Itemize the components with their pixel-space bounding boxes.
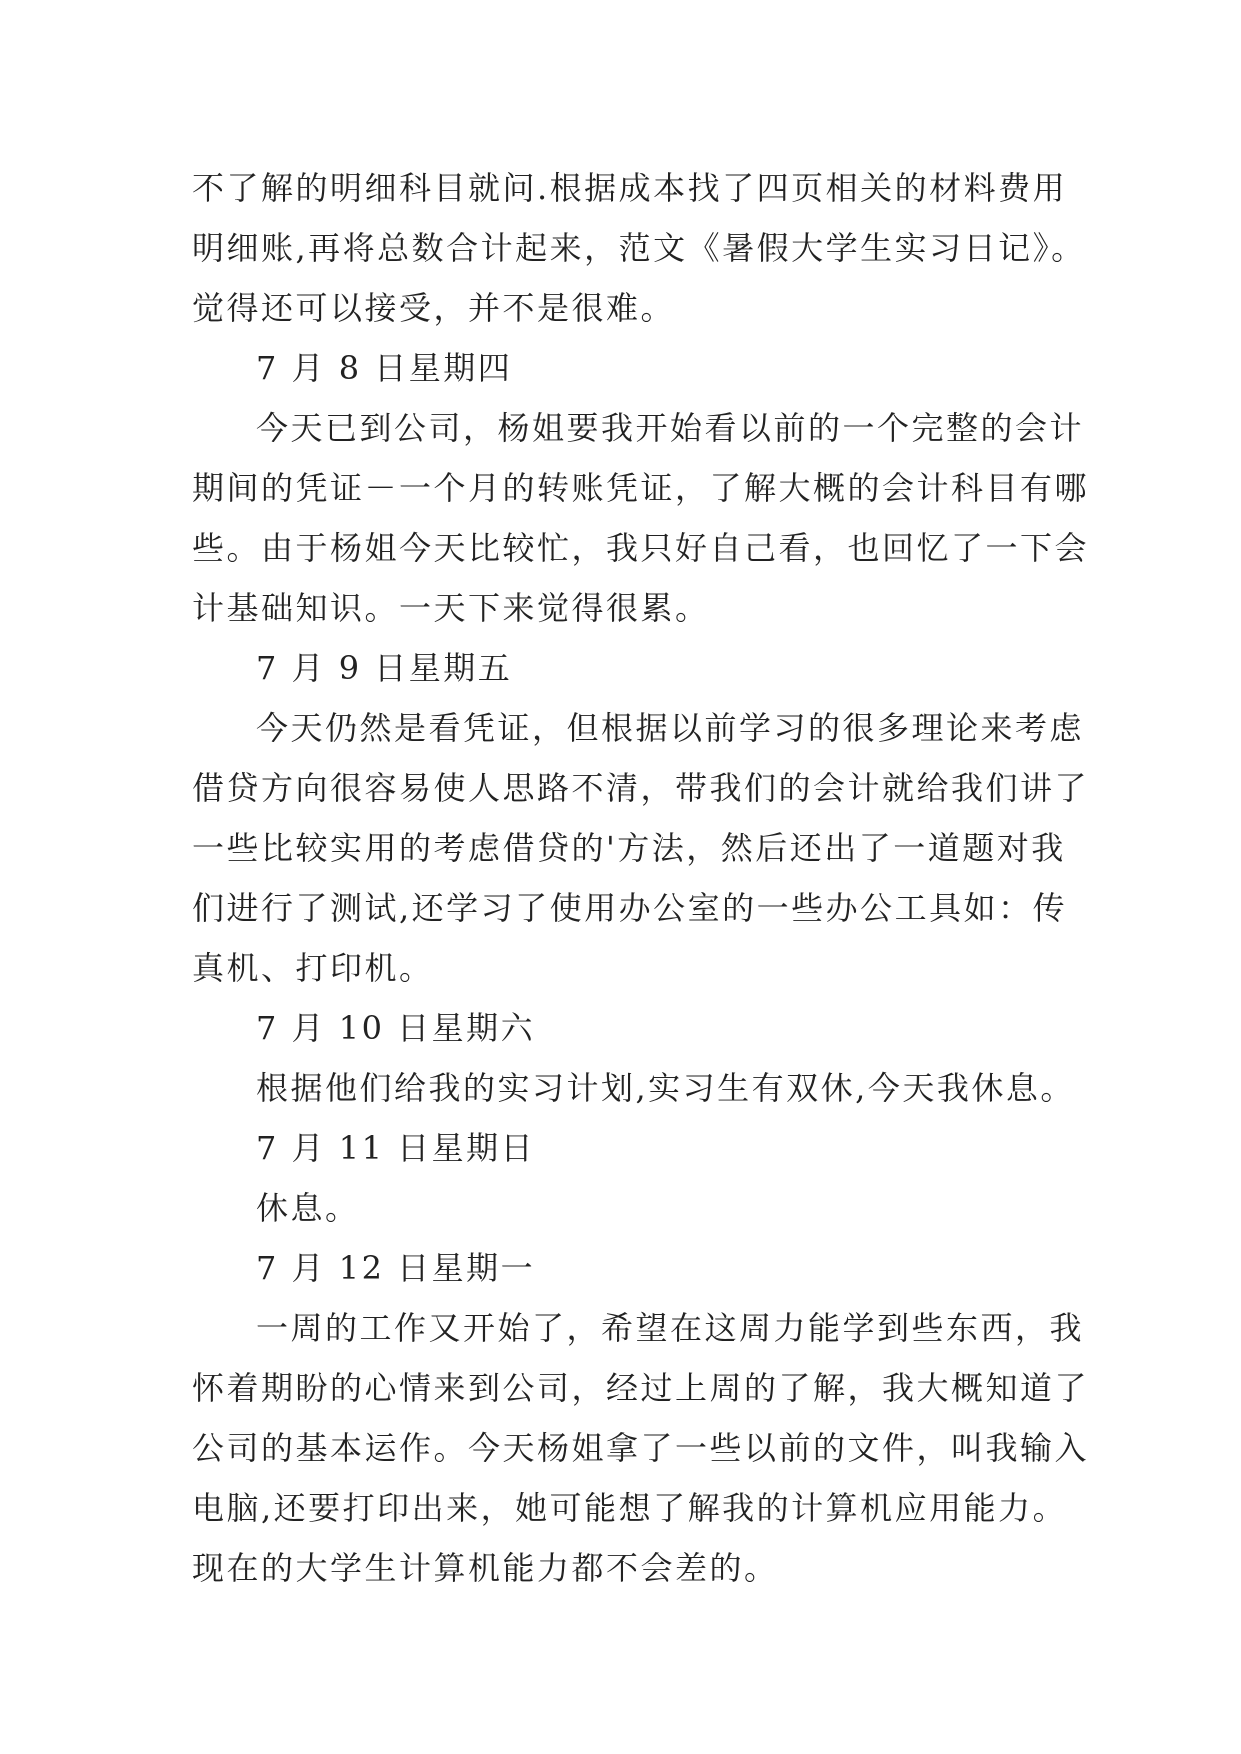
text-line: 怀着期盼的心情来到公司，经过上周的了解，我大概知道了 xyxy=(192,1369,1090,1407)
date-heading: 7 月 12 日星期一 xyxy=(256,1249,536,1287)
text-line: 借贷方向很容易使人思路不清，带我们的会计就给我们讲了 xyxy=(192,769,1090,807)
text-line: 期间的凭证－一个月的转账凭证，了解大概的会计科目有哪 xyxy=(192,469,1090,507)
text-line: 现在的大学生计算机能力都不会差的。 xyxy=(192,1549,779,1587)
date-heading: 7 月 10 日星期六 xyxy=(256,1009,536,1047)
date-heading: 7 月 9 日星期五 xyxy=(256,649,513,687)
text-line: 们进行了测试,还学习了使用办公室的一些办公工具如：传 xyxy=(192,889,1068,927)
text-line: 今天仍然是看凭证，但根据以前学习的很多理论来考虑 xyxy=(256,709,1085,747)
text-line: 觉得还可以接受，并不是很难。 xyxy=(192,289,676,327)
text-line: 明细账,再将总数合计起来，范文《暑假大学生实习日记》。 xyxy=(192,229,1086,267)
text-line: 今天已到公司，杨姐要我开始看以前的一个完整的会计 xyxy=(256,409,1085,447)
text-line: 休息。 xyxy=(256,1189,360,1227)
text-line: 一些比较实用的考虑借贷的'方法，然后还出了一道题对我 xyxy=(192,829,1066,867)
text-line: 一周的工作又开始了，希望在这周力能学到些东西，我 xyxy=(256,1309,1085,1347)
text-line: 电脑,还要打印出来，她可能想了解我的计算机应用能力。 xyxy=(192,1489,1068,1527)
diary-text xyxy=(192,158,1092,1598)
date-heading: 7 月 11 日星期日 xyxy=(256,1129,536,1167)
text-line: 真机、打印机。 xyxy=(192,949,434,987)
text-line: 不了解的明细科目就问.根据成本找了四页相关的材料费用 xyxy=(192,169,1068,207)
text-line: 根据他们给我的实习计划,实习生有双休,今天我休息。 xyxy=(256,1069,1075,1107)
text-line: 公司的基本运作。今天杨姐拿了一些以前的文件，叫我输入 xyxy=(192,1429,1090,1467)
date-heading: 7 月 8 日星期四 xyxy=(256,349,513,387)
text-line: 些。由于杨姐今天比较忙，我只好自己看，也回忆了一下会 xyxy=(192,529,1090,567)
text-line: 计基础知识。一天下来觉得很累。 xyxy=(192,589,710,627)
